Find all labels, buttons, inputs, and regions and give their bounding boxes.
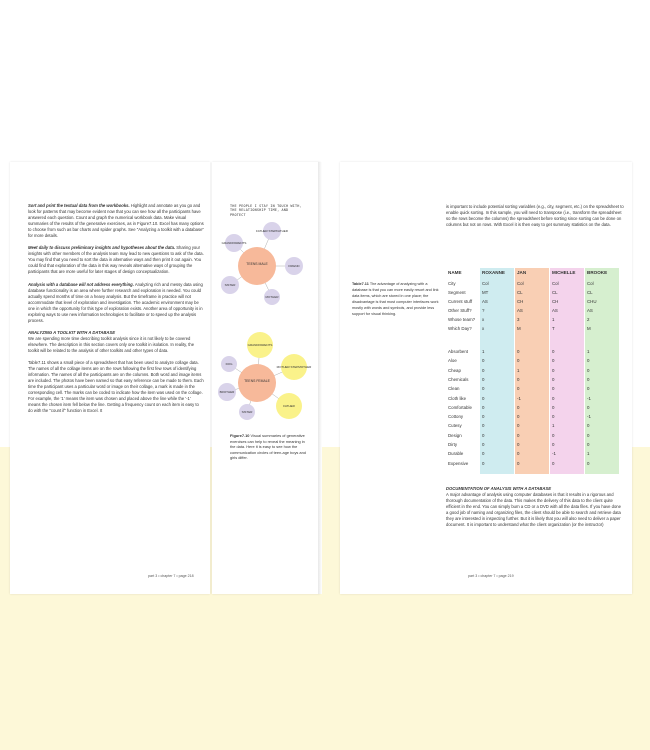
row-label: Clean — [448, 386, 460, 392]
table-header-cell: NAME — [448, 270, 462, 275]
row-label: Segment — [448, 290, 466, 295]
heading-analyzing-toolkit: ANALYZING A TOOLKIT WITH A DATABASE — [28, 329, 115, 335]
row-label: Chemicals — [448, 376, 469, 382]
right-page-top-text: is important to include potential sorting variables (e.g., city, segment, etc.) on the spreadsheet to enable quick sorting. In this sample, you will need to transpose (i.e., transform the spreadsheet so the rows become the columns) the spreadsheet before sorting since sorting can be done on columns but not on rows. With Excel it is then easy to get summary statistics on the data. — [446, 204, 624, 228]
table-cell: M — [517, 326, 521, 331]
row-label: Whose team? — [448, 317, 476, 322]
row-label: Absorbent — [448, 349, 469, 354]
label-node: MOTHER — [265, 295, 279, 299]
table-cell: CL — [517, 290, 523, 295]
table-cell: 0 — [587, 404, 590, 410]
table-cell: Col — [587, 281, 594, 286]
table-cell: M — [587, 326, 591, 331]
label-center: TEENS FEMALE — [244, 379, 270, 383]
table-cell: 0 — [482, 358, 485, 364]
table-cell: MT — [482, 290, 489, 295]
table-cell: 0 — [482, 367, 485, 373]
left-page-footer: part 3 • chapter 7 • page 218 — [148, 574, 194, 578]
table-header-cell: ROXANNE — [482, 270, 505, 275]
table-cell: -1 — [517, 395, 521, 401]
heading-documentation: DOCUMENTATION OF ANALYSIS WITH A DATABASE — [446, 486, 551, 491]
lead-analysis-database: Analysis with a database will not address everything. — [28, 281, 134, 287]
table-cell: 0 — [482, 451, 485, 457]
table-cell: 0 — [517, 442, 520, 447]
table-cell: CH — [517, 299, 524, 304]
row-label: Aloe — [448, 358, 457, 364]
row-label: Current stuff — [448, 299, 473, 304]
row-label: Design — [448, 432, 462, 438]
table-cell: 0 — [482, 460, 485, 466]
diagram-teens-male — [212, 218, 312, 308]
row-label: Cutesy — [448, 423, 462, 429]
table-cell: AS — [482, 299, 488, 304]
label-node: GRANDPARENTS — [247, 343, 273, 347]
table-cell: 0 — [587, 376, 590, 382]
table-cell: 0 — [482, 432, 485, 438]
label-node: GRANDPARENTS — [221, 241, 247, 245]
diagram-title: THE PEOPLE I STAY IN TOUCH WITH, THE RELATIONSHIP TIME, AND PROTECT — [230, 204, 302, 217]
table-header-cell: MICHELLE — [552, 270, 576, 275]
label-node: FRIEND — [288, 264, 300, 268]
table-cell: 0 — [587, 423, 590, 429]
paragraph-analysis-database — [28, 282, 204, 324]
row-label: Comfortable — [448, 404, 472, 410]
table-cell: x — [482, 326, 485, 331]
table-cell: -1 — [587, 414, 591, 420]
table-cell: 0 — [587, 358, 590, 364]
table-cell: 0 — [517, 404, 520, 410]
table-cell: CL — [587, 290, 593, 295]
lead-sort-print: Sort and print the textual data from the workbooks. — [28, 203, 130, 208]
table-cell: 0 — [552, 404, 555, 410]
table-cell: 3 — [517, 317, 520, 322]
diagram-teens-female — [212, 330, 312, 422]
table-cell: 0 — [482, 395, 485, 401]
table-cell: -1 — [587, 395, 591, 401]
lead-meet-daily: Meet daily to discuss preliminary insights and hypotheses about the data. — [28, 245, 176, 251]
left-page-text — [28, 203, 204, 420]
table-cell: 0 — [552, 442, 555, 447]
table-cell: 0 — [517, 414, 520, 420]
table-cell: 0 — [552, 432, 555, 438]
table-cell: 1 — [587, 451, 590, 457]
table-caption-text: The advantage of analyzing with a database is that you can more easily resort and link data items, which are stored in one place; the disadvantage is that most computer interfaces work mostly with words and symbols, and provide less support for visual thinking. — [352, 282, 439, 317]
table-cell: 0 — [482, 404, 485, 410]
row-label: Cheap — [448, 367, 461, 373]
table-cell: CH — [552, 299, 559, 304]
paragraph-sort-print — [28, 203, 204, 239]
table-header-cell: BROOKE — [587, 270, 608, 275]
table-cell: 2 — [587, 317, 590, 322]
label-node: SISTER — [224, 283, 236, 287]
body-meet-daily: Sharing your insights with other members of the analysis team may lead to new questions to ask of the data. You may find that you need to sort the data in alternative ways and then print it out again. You could find that exploration of the data in this way reveals alternative ways of grouping the participants that are more useful for later stages of design conceptualization. — [28, 245, 204, 275]
label-center: TEENS MALE — [246, 262, 268, 266]
table-header-cell: JAN — [517, 270, 527, 275]
table-cell: 0 — [552, 414, 555, 420]
label-node: SISTER — [241, 410, 253, 414]
row-label: Cloth like — [448, 395, 467, 401]
table-cell: 0 — [552, 460, 555, 466]
table-cell: 0 — [517, 376, 520, 382]
row-label: Dirty — [448, 442, 458, 447]
table-cell: 1 — [552, 317, 555, 322]
caption-text: Visual summaries of generative exercises can help to reveal the meaning in the data. Here it is easy to see how the communication circles of teen-age boys and girls differ. — [230, 433, 306, 461]
table-cell: Col — [552, 281, 559, 286]
table-cell: Col — [482, 281, 489, 286]
table-cell: 0 — [482, 386, 485, 392]
paragraph-meet-daily — [28, 245, 204, 275]
spreadsheet-table — [446, 268, 626, 478]
row-label: Which Day? — [448, 326, 472, 331]
row-label: Durable — [448, 451, 464, 457]
table-cell: 0 — [517, 349, 520, 354]
table-cell: 1 — [587, 349, 590, 354]
table-cell: 0 — [587, 442, 590, 447]
table-cell: 0 — [552, 358, 555, 364]
paragraph-documentation: A major advantage of analysis using computer databases is that it results in a rigorous and thorough documentation of the data. This makes the delivery of this data to the client quite efficient in the end. You can simply burn a CD or a DVD with all the data files. If you have done a good job of naming and organizing files, the client should be able to search and retrieve data they are interested in inspecting further. But it is likely that you will also need to deliver a paper document. It is important to understand what the client organization (or the instructor) — [446, 492, 621, 528]
table-cell: Col — [517, 281, 524, 286]
table-cell: 0 — [517, 386, 520, 392]
row-label: Other Stuff? — [448, 308, 472, 313]
table-cell: T — [552, 326, 555, 331]
table-cell: 0 — [482, 376, 485, 382]
table-cell: 0 — [552, 376, 555, 382]
table-cell: 0 — [517, 432, 520, 438]
row-label: City — [448, 281, 456, 286]
right-page-footer: part 3 • chapter 7 • page 219 — [468, 574, 514, 578]
table-cell: 0 — [587, 386, 590, 392]
table-cell: 0 — [482, 442, 485, 447]
table-caption-label: Table7.11 — [352, 282, 369, 286]
book-gutter — [318, 162, 322, 594]
table-cell: -1 — [552, 451, 556, 457]
table-cell: 0 — [482, 423, 485, 429]
table-cell: 0 — [517, 451, 520, 457]
table-cell: 0 — [517, 358, 520, 364]
label-node: FATHER STEPFATHER — [256, 229, 288, 233]
table-cell: 1 — [517, 367, 520, 373]
label-node: DOG — [225, 362, 233, 366]
paragraph-toolkit-intro: We are spending more time describing toolkit analysis since it is not likely to be covered elsewhere. The description in this section covers only one toolkit in isolation. In reality, the toolkit will be related to the analysis of other toolkits and other types of data. — [28, 335, 195, 353]
table-cell: 0 — [552, 349, 555, 354]
table-cell: 0 — [517, 423, 520, 429]
row-label: Cottony — [448, 414, 464, 420]
table-cell: ? — [482, 308, 485, 313]
row-label: Expensive — [448, 460, 469, 466]
table-cell: AS — [552, 308, 558, 313]
table-cell: 1 — [552, 423, 555, 429]
table-cell: 0 — [587, 367, 590, 373]
table-cell: x — [482, 317, 485, 322]
table-cell: 0 — [517, 460, 520, 466]
table-cell: 0 — [552, 367, 555, 373]
label-node: BROTHER — [219, 390, 235, 394]
table-cell: 0 — [587, 432, 590, 438]
table-caption — [352, 281, 440, 318]
paragraph-table-description: Table7.11 shows a small piece of a spreadsheet that has been used to analyze collage data. The names of all the collage items are on the rows following the first few rows of identifying information. The names of all the participants are on the columns. Both word and image items are included. The photos have been named so that easy reference can be made to them. Each time the participant uses a particular word or image on their collage, a mark is made in the corresponding cell. The marks can be coded to indicate how the item was used on the collage. For example, the '1' means the item was chosen and placed above the line while the '-1' means the chosen item fell below the line. Getting a frequency count on each item is easy to do with the "count if" function in Excel. It — [28, 360, 204, 414]
table-cell: 0 — [482, 414, 485, 420]
table-cell: 0 — [552, 395, 555, 401]
label-node: FATHER — [283, 404, 295, 408]
label-node: MOTHER STEPMOTHER — [276, 365, 312, 369]
right-page-bottom-text — [446, 486, 624, 534]
table-cell: CL — [552, 290, 558, 295]
table-cell: AS — [587, 308, 593, 313]
body-analysis-database: Analyzing rich and messy data using database functionality is an area where further research and exploration is needed. You could actually spend months of time on a heavy analysis. But the timeframe in practice will not accommodate that level of exploration and investigation. The academic environment may be one in which the opportunity for this type of exploration exists. Another area of opportunity is in exploring ways to use new information technologies to facilitate or to speed up the analysis process. — [28, 281, 203, 323]
table-cell: 1 — [482, 349, 485, 354]
table-cell: 0 — [587, 460, 590, 466]
table-cell: AS — [517, 308, 523, 313]
body-sort-print: Highlight and annotate as you go and look for patterns that may become evident now that you can see how all the participants have answered each question. Count and graph the numerical workbook data. Make visual summaries of the results of the generative exercises, as in Figure7.10. Excel has many options to choose from such as bar charts and spider graphs. See "Analyzing a toolkit with a database" for more details. — [28, 203, 204, 239]
node-center-teens-female — [238, 364, 276, 402]
figure-caption — [230, 433, 308, 461]
table-cell: 0 — [552, 386, 555, 392]
node-center-teens-male — [238, 247, 276, 285]
caption-label: Figure7.10 — [230, 433, 250, 438]
table-cell: CHU — [587, 299, 597, 304]
